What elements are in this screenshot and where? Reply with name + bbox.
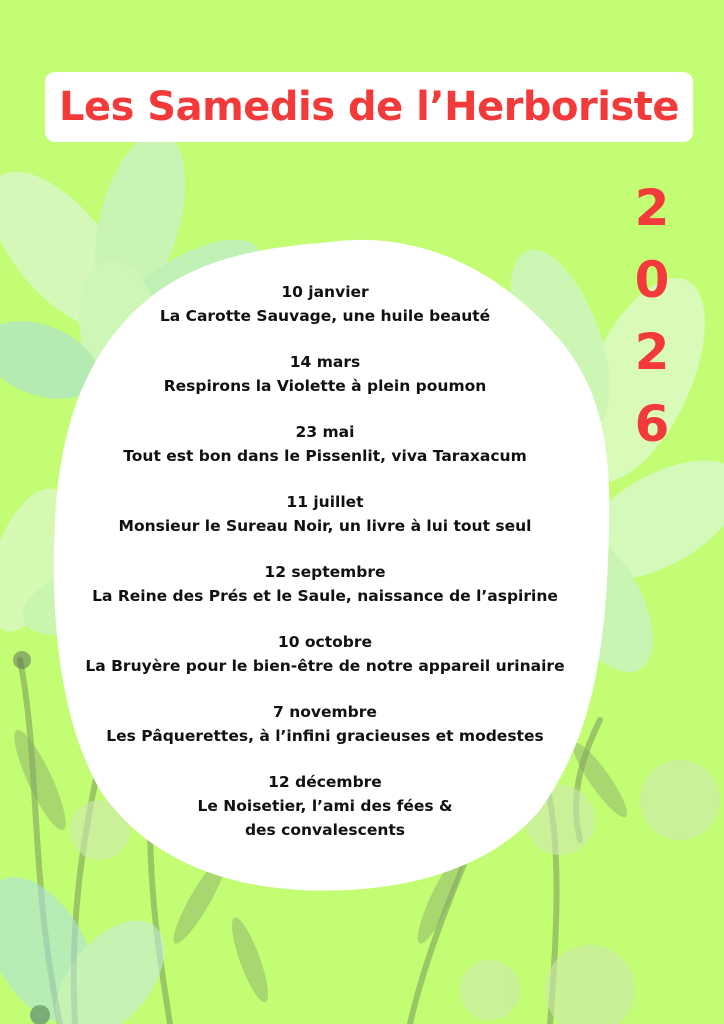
events-list [60,280,590,864]
event-item [197,770,452,842]
event-topic: La Reine des Prés et le Saule, naissance de l’aspirine [92,587,558,605]
event-date: 12 décembre [268,773,382,791]
event-item [164,350,487,398]
event-date: 23 mai [295,423,355,441]
event-topic: Monsieur le Sureau Noir, un livre à lui tout seul [118,517,532,535]
event-topic: La Carotte Sauvage, une huile beauté [159,307,491,325]
event-topic: Tout est bon dans le Pissenlit, viva Taraxacum [123,447,527,465]
event-item [92,560,558,608]
event-date: 10 octobre [277,633,373,651]
year-digit: 0 [634,251,670,309]
event-item [160,280,490,328]
title-banner [45,72,693,142]
year-digit: 6 [634,395,670,453]
event-topic: Les Pâquerettes, à l’infini gracieuses et modestes [106,727,544,745]
year-digit: 2 [634,179,670,237]
event-date: 11 juillet [286,493,364,511]
event-date: 12 septembre [264,563,386,581]
event-date: 7 novembre [273,703,377,721]
event-topic-line-1: Le Noisetier, l’ami des fées & [197,797,453,815]
event-date: 14 mars [289,353,361,371]
year-digit: 2 [634,323,670,381]
year-vertical [624,172,680,460]
event-item [123,420,527,468]
event-date: 10 janvier [281,283,369,301]
event-topic: La Bruyère pour le bien-être de notre appareil urinaire [85,657,565,675]
event-item [85,630,564,678]
page-title: Les Samedis de l’Herboriste [58,84,680,130]
event-item [119,490,532,538]
event-item [106,700,543,748]
event-topic-line-2: des convalescents [244,821,406,839]
event-topic: Respirons la Violette à plein poumon [163,377,487,395]
